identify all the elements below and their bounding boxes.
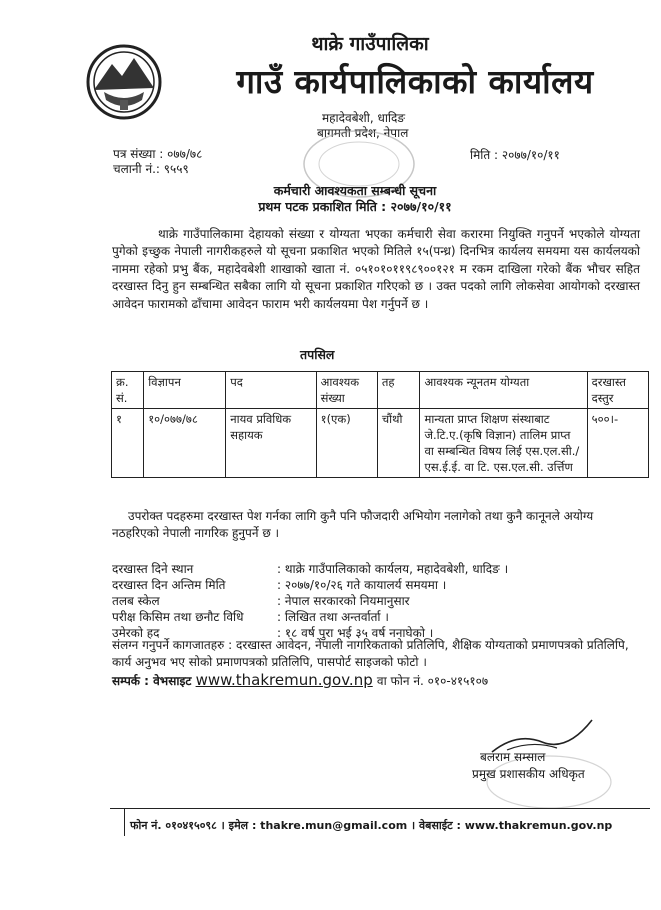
detail-value: : थाक्रे गाउँपालिकाको कार्यलय, महादेवबेशी, धादिङ । [277, 562, 509, 576]
contact-label: सम्पर्क : वेभसाइट [112, 674, 192, 688]
table-row [112, 409, 649, 478]
header-fee: दरखास्त दस्तुर [587, 372, 648, 409]
notice-title: कर्मचारी आवश्यकता सम्बन्धी सूचना [273, 183, 437, 198]
detail-key: दरखास्त दिन अन्तिम मिति [112, 578, 226, 592]
detail-key: उमेरको हद [112, 626, 160, 640]
office-name: गाउँ कार्यपालिकाको कार्यालय [236, 62, 594, 101]
address-line-1: महादेवबेशी, धादिङ [322, 111, 406, 125]
cell-required: १(एक) [316, 409, 377, 478]
cell-sn: १ [112, 409, 144, 478]
dispatch-number: चलानी नं.: ९५५९ [113, 162, 189, 176]
header-ad-no: विज्ञापन [144, 372, 226, 409]
required-documents: संलग्न गनुपर्ने कागजातहरु : दरखास्त आवेदन, नेपाली नागरिकताको प्रतिलिपि, शैक्षिक योग्यताको प्रमाणपत्रको प्रतिलिपि, कार्य अनुभव भए सोको प्रमाणपत्रको प्रतिलिपि, पासपोर्ट साइजको फोटो । [112, 638, 629, 670]
cell-fee: ५००।- [587, 409, 648, 478]
header-level: तह [377, 372, 420, 409]
signer-title: प्रमुख प्रशासकीय अधिकृत [472, 767, 585, 781]
nepal-emblem-logo [84, 42, 164, 122]
detail-key: दरखास्त दिने स्थान [112, 562, 194, 576]
eligibility-note: उपरोक्त पदहरुमा दरखास्त पेश गर्नका लागि कुनै पनि फौजदारी अभियोग नलागेको तथा कुनै कानूनले अयोग्य नठहरिएको नेपाली नागरिक हुनुपर्ने छ । [112, 509, 594, 541]
signer-name: बलराम सम्साल [480, 750, 546, 764]
address-line-2: बागमती प्रदेश, नेपाल [317, 126, 409, 140]
header-sn: क्र. सं. [112, 372, 144, 409]
cell-level: चौंथौ [377, 409, 420, 478]
notice-subtitle: प्रथम पटक प्रकाशित मिति : २०७७/१०/११ [258, 199, 452, 214]
notice-body: थाक्रे गाउँपालिकामा देहायको संख्या र योग्यता भएका कर्मचारी सेवा करारमा नियुक्ति गनुपर्ने भएकोले योग्यता पुगेको इच्छुक नेपाली नागरीकहरुले यो सूचना प्रकाशित भएको मितिले १५(पन्ध्र) दिनभित्र कार्यलय समयमा यस कार्यलयको नाममा रहेको प्रभु बैंक, महादेवबेशी शाखाको खाता नं. ०५१०१०११९८९००१२१ म रकम दाखिला गरेको बैंक भौचर सहित दरखास्त दिनु हुन सम्बन्धित सबैका लागि यो सूचना प्रकाशित गरिएको छ । उक्त पदको लागि लोकसेवा आयोगको दरखास्त आवेदन फारामको ढाँचामा आवेदन फाराम भरी कार्यलयमा पेश गर्नुपर्ने छ । [112, 227, 640, 311]
detail-value: : १८ वर्ष पुरा भई ३५ वर्ष ननाघेको । [277, 626, 434, 640]
letter-number: पत्र संख्या : ०७७/७८ [113, 147, 203, 161]
detail-key: परीक्ष किसिम तथा छनौट विधि [112, 610, 244, 624]
contact-phone: वा फोन नं. ०१०-४१५१०७ [376, 674, 489, 688]
footer-contact: फोन नं. ०१०४१५०९८ । इमेल : thakre.mun@gmail.com । वेबसाईट : www.thakremun.gov.np [130, 819, 613, 832]
contact-line [112, 671, 488, 689]
header-required: आवश्यक संख्या [316, 372, 377, 409]
footer-divider [110, 808, 650, 809]
detail-value: : नेपाल सरकारको नियमानुसार [277, 594, 410, 608]
website-link[interactable]: www.thakremun.gov.np [195, 671, 373, 689]
cell-ad-no: १०/०७७/७८ [144, 409, 226, 478]
vacancy-table [111, 371, 649, 478]
table-heading: तपसिल [300, 347, 335, 362]
footer-vertical-divider [124, 808, 125, 836]
header-post: पद [226, 372, 316, 409]
letter-date: मिति : २०७७/१०/११ [470, 148, 560, 162]
detail-value: : २०७७/१०/२६ गते कायालर्य समयमा । [277, 578, 447, 592]
table-header-row [112, 372, 649, 409]
header-qualification: आवश्यक न्यूनतम योग्यता [420, 372, 587, 409]
detail-value: : लिखित तथा अन्तर्वार्ता । [277, 610, 389, 624]
cell-post: नायव प्रविधिक सहायक [226, 409, 316, 478]
detail-key: तलब स्केल [112, 594, 160, 608]
cell-qualification: मान्यता प्राप्त शिक्षण संस्थाबाट जे.टि.ए.(कृषि विज्ञान) तालिम प्राप्त वा सम्बन्धित विषय लिई एस.एल.सी./एस.ई.ई. वा टि. एस.एल.सी. उर्त्तिण [420, 409, 587, 478]
org-name: थाक्रे गाउँपालिका [311, 33, 429, 55]
